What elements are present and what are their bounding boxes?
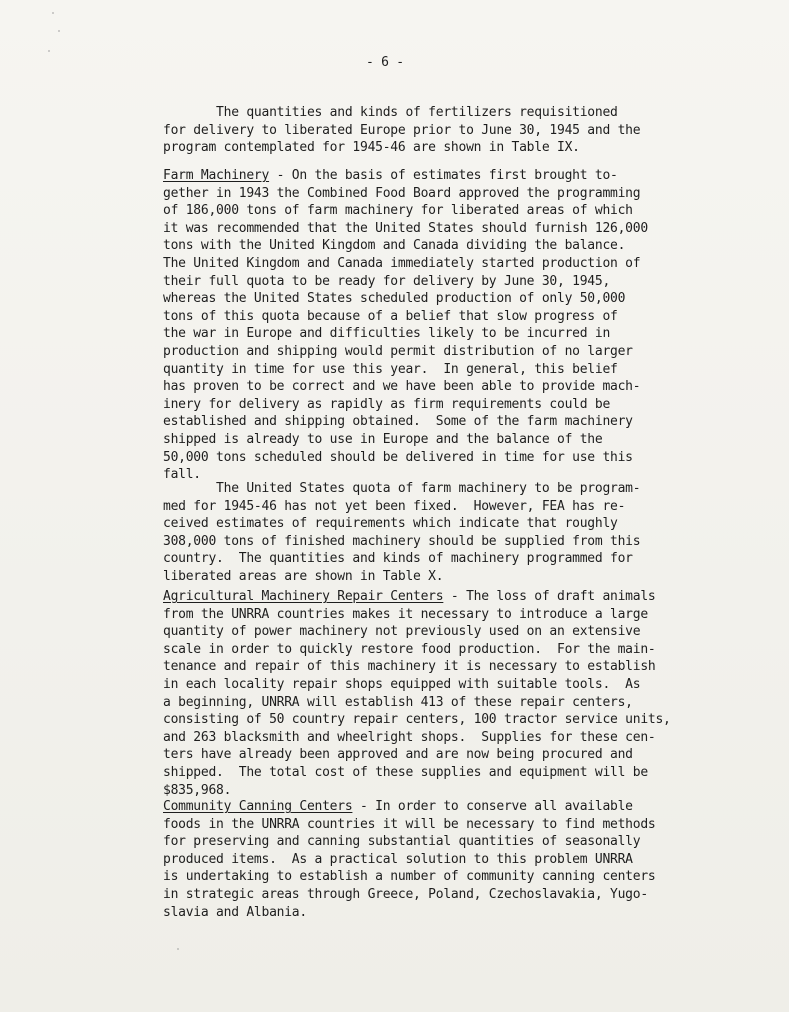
line-text: their full quota to be ready for delivery by June 30, 1945, [163,273,611,289]
text-line [163,851,655,869]
text-line [163,290,648,308]
scan-speck [177,948,179,950]
line-text: shipped is already to use in Europe and the balance of the [163,431,603,447]
line-text: a beginning, UNRRA will establish 413 of these repair centers, [163,694,633,710]
text-line [163,325,648,343]
line-text: production and shipping would permit distribution of no larger [163,343,633,359]
text-line [163,533,640,551]
line-text: - On the basis of estimates first brought to- [269,168,618,183]
section-heading: Agricultural Machinery Repair Centers [163,589,444,604]
line-text: 50,000 tons scheduled should be delivered in time for use this [163,449,633,465]
text-line [163,904,655,922]
text-line [163,431,648,449]
line-text: liberated areas are shown in Table X. [163,568,444,584]
text-line [163,641,671,659]
text-line [163,122,640,140]
text-line [163,746,671,764]
line-text: med for 1945-46 has not yet been fixed. However, FEA has re- [163,498,626,514]
line-text: gether in 1943 the Combined Food Board approved the programming [163,185,641,201]
line-text: $835,968. [163,782,232,798]
section-heading: Farm Machinery [163,168,270,183]
line-text: foods in the UNRRA countries it will be necessary to find methods [163,816,656,832]
text-line [163,343,648,361]
line-text: in strategic areas through Greece, Poland, Czechoslavakia, Yugo- [163,886,648,902]
line-text: the war in Europe and difficulties likely to be incurred in [163,326,611,342]
text-line [163,237,648,255]
line-text: tons of this quota because of a belief that slow progress of [163,308,618,324]
line-text: country. The quantities and kinds of machinery programmed for [163,551,633,567]
line-text: has proven to be correct and we have been able to provide mach- [163,379,641,395]
text-line [163,550,640,568]
text-line [163,764,671,782]
text-line [163,711,671,729]
text-line [163,568,640,586]
line-text: it was recommended that the United States should furnish 126,000 [163,220,648,236]
line-text: established and shipping obtained. Some of the farm machinery [163,414,633,430]
text-line [163,694,671,712]
text-line [163,480,640,498]
line-text: tons with the United Kingdom and Canada dividing the balance. [163,238,626,254]
line-text: - In order to conserve all available [352,799,633,814]
line-text: shipped. The total cost of these supplies and equipment will be [163,764,648,780]
line-text: The United Kingdom and Canada immediately started production of [163,255,641,271]
text-line [163,515,640,533]
text-line [163,139,640,157]
paragraph [163,167,648,484]
line-text: program contemplated for 1945-46 are shown in Table IX. [163,140,580,156]
text-line [163,255,648,273]
text-line [163,202,648,220]
paragraph [163,480,640,586]
text-line [163,498,640,516]
text-line [163,308,648,326]
line-text: from the UNRRA countries makes it necessary to introduce a large [163,606,648,622]
line-text: produced items. As a practical solution to this problem UNRRA [163,851,633,867]
scan-speck [52,12,54,14]
text-line [163,220,648,238]
text-line [163,798,655,816]
scan-speck [48,50,50,52]
line-text: in each locality repair shops equipped with suitable tools. As [163,676,641,692]
text-line [163,886,655,904]
text-line [163,273,648,291]
text-line [163,396,648,414]
text-line [163,868,655,886]
line-text: for preserving and canning substantial quantities of seasonally [163,834,641,850]
line-text: fall. [163,467,201,483]
scan-speck [58,30,60,32]
line-text: The quantities and kinds of fertilizers requisitioned [163,105,618,120]
text-line [163,413,648,431]
line-text: for delivery to liberated Europe prior to June 30, 1945 and the [163,122,641,138]
line-text: 308,000 tons of finished machinery should be supplied from this [163,533,641,549]
line-text: quantity in time for use this year. In general, this belief [163,361,618,377]
line-text: tenance and repair of this machinery it is necessary to establish [163,659,656,675]
text-line [163,104,640,122]
text-line [163,378,648,396]
text-line [163,816,655,834]
text-line [163,676,671,694]
text-line [163,833,655,851]
line-text: - The loss of draft animals [443,589,656,604]
text-line [163,729,671,747]
text-line [163,185,648,203]
text-line [163,606,671,624]
section-heading: Community Canning Centers [163,799,353,814]
text-line [163,167,648,185]
line-text: quantity of power machinery not previously used on an extensive [163,624,641,640]
text-line [163,588,671,606]
text-line [163,658,671,676]
line-text: scale in order to quickly restore food production. For the main- [163,641,656,657]
line-text: The United States quota of farm machinery to be program- [163,481,641,496]
line-text: consisting of 50 country repair centers, 100 tractor service units, [163,712,671,728]
line-text: ters have already been approved and are now being procured and [163,747,633,763]
line-text: whereas the United States scheduled production of only 50,000 [163,291,626,307]
line-text: slavia and Albania. [163,904,307,920]
line-text: ceived estimates of requirements which indicate that roughly [163,516,618,532]
line-text: is undertaking to establish a number of community canning centers [163,869,656,885]
text-line [163,782,671,800]
line-text: and 263 blacksmith and wheelright shops. Supplies for these cen- [163,729,656,745]
text-line [163,623,671,641]
paragraph [163,798,655,921]
page-number: - 6 - [366,55,404,70]
line-text: of 186,000 tons of farm machinery for liberated areas of which [163,203,633,219]
paragraph [163,588,671,799]
line-text: inery for delivery as rapidly as firm requirements could be [163,396,611,412]
text-line [163,361,648,379]
text-line [163,449,648,467]
paragraph [163,104,640,157]
